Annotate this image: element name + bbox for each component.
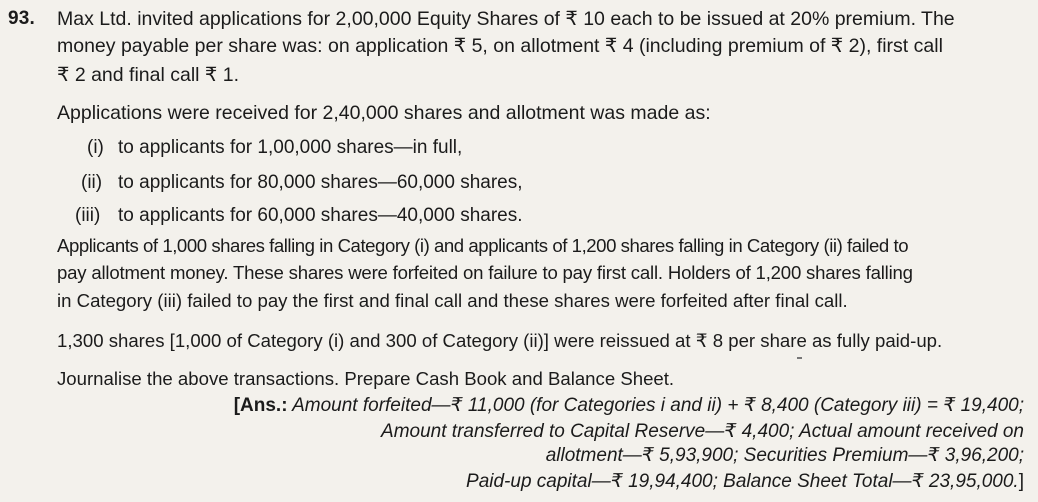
list-item-text: to applicants for 60,000 shares—40,000 shares. xyxy=(118,205,523,226)
answer-line-3 xyxy=(546,443,1024,469)
list-item-number: (i) xyxy=(87,137,104,158)
answer-line-4 xyxy=(466,469,1024,495)
forfeit-line-1: Applicants of 1,000 shares falling in Category (i) and applicants of 1,200 shares falling in Category (ii) failed to xyxy=(57,235,909,256)
list-item-text: to applicants for 80,000 shares—60,000 shares, xyxy=(118,172,523,193)
scan-mark xyxy=(797,357,802,359)
reissue-line: 1,300 shares [1,000 of Category (i) and 300 of Category (ii)] were reissued at ₹ 8 per share as fully paid-up. xyxy=(57,330,943,351)
answer-open-bracket: [ xyxy=(233,395,241,416)
answer-label: Ans.: xyxy=(240,395,288,416)
answer-line-1 xyxy=(234,393,1024,419)
intro-line-1: Max Ltd. invited applications for 2,00,000 Equity Shares of ₹ 10 each to be issued at 20% premium. The xyxy=(57,8,955,30)
answer-text-4: Paid-up capital—₹ 19,94,400; Balance Sheet Total—₹ 23,95,000. xyxy=(466,471,1019,492)
answer-text-1: Amount forfeited—₹ 11,000 (for Categories i and ii) + ₹ 8,400 (Category iii) = ₹ 19,400; xyxy=(292,395,1024,416)
forfeit-line-3: in Category (iii) failed to pay the first and final call and these shares were forfeited after final call. xyxy=(57,290,848,311)
question-number: 93. xyxy=(8,8,36,29)
list-item-number: (iii) xyxy=(75,205,101,226)
forfeit-line-2: pay allotment money. These shares were forfeited on failure to pay first call. Holders of 1,200 shares falling xyxy=(57,262,913,283)
intro-line-2: money payable per share was: on application ₹ 5, on allotment ₹ 4 (including premium of ₹ 2), first call xyxy=(57,35,943,57)
instruction-line: Journalise the above transactions. Prepare Cash Book and Balance Sheet. xyxy=(57,368,675,389)
answer-text-3: allotment—₹ 5,93,900; Securities Premium—₹ 3,96,200; xyxy=(545,445,1024,466)
answer-text-2: Amount transferred to Capital Reserve—₹ 4,400; Actual amount received on xyxy=(381,421,1024,442)
intro-line-3: ₹ 2 and final call ₹ 1. xyxy=(57,64,239,86)
applications-line: Applications were received for 2,40,000 shares and allotment was made as: xyxy=(57,102,711,124)
answer-line-2 xyxy=(381,419,1024,445)
list-item-text: to applicants for 1,00,000 shares—in full, xyxy=(118,137,463,158)
list-item-number: (ii) xyxy=(81,172,103,193)
answer-close-bracket: ] xyxy=(1018,471,1024,492)
